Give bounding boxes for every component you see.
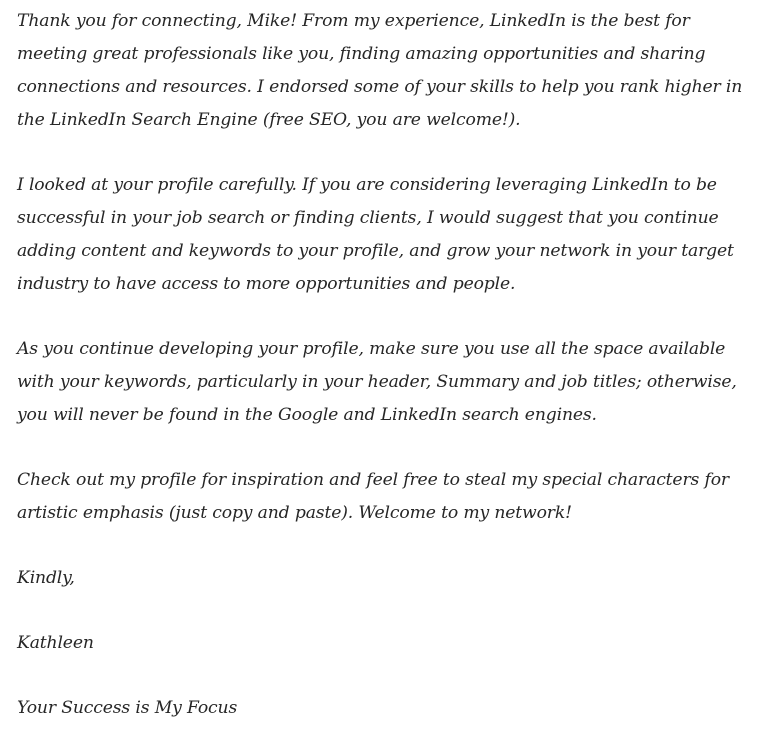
message-body [17, 5, 765, 725]
paragraph-greeting: Thank you for connecting, Mike! From my experience, LinkedIn is the best for meeting great professionals like you, finding amazing opportunities and sharing connections and resources. I endorsed some of your skills to help you rank higher in the LinkedIn Search Engine (free SEO, you are welcome!). [17, 11, 743, 130]
paragraph-profile-advice: I looked at your profile carefully. If you are considering leveraging LinkedIn to be successful in your job search or finding clients, I would suggest that you continue adding content and keywords to your profile, and grow your network in your target industry to have access to more opportunities and people. [17, 175, 734, 294]
closing: Kindly, [17, 568, 75, 588]
signature-name: Kathleen [17, 633, 94, 653]
signature-tagline: Your Success is My Focus [17, 698, 238, 718]
paragraph-keywords-advice: As you continue developing your profile, make sure you use all the space available with your keywords, particularly in your header, Summary and job titles; otherwise, you will never be found in the Google and LinkedIn search engines. [17, 339, 737, 425]
paragraph-welcome: Check out my profile for inspiration and feel free to steal my special characters for artistic emphasis (just copy and paste). Welcome to my network! [17, 470, 729, 523]
